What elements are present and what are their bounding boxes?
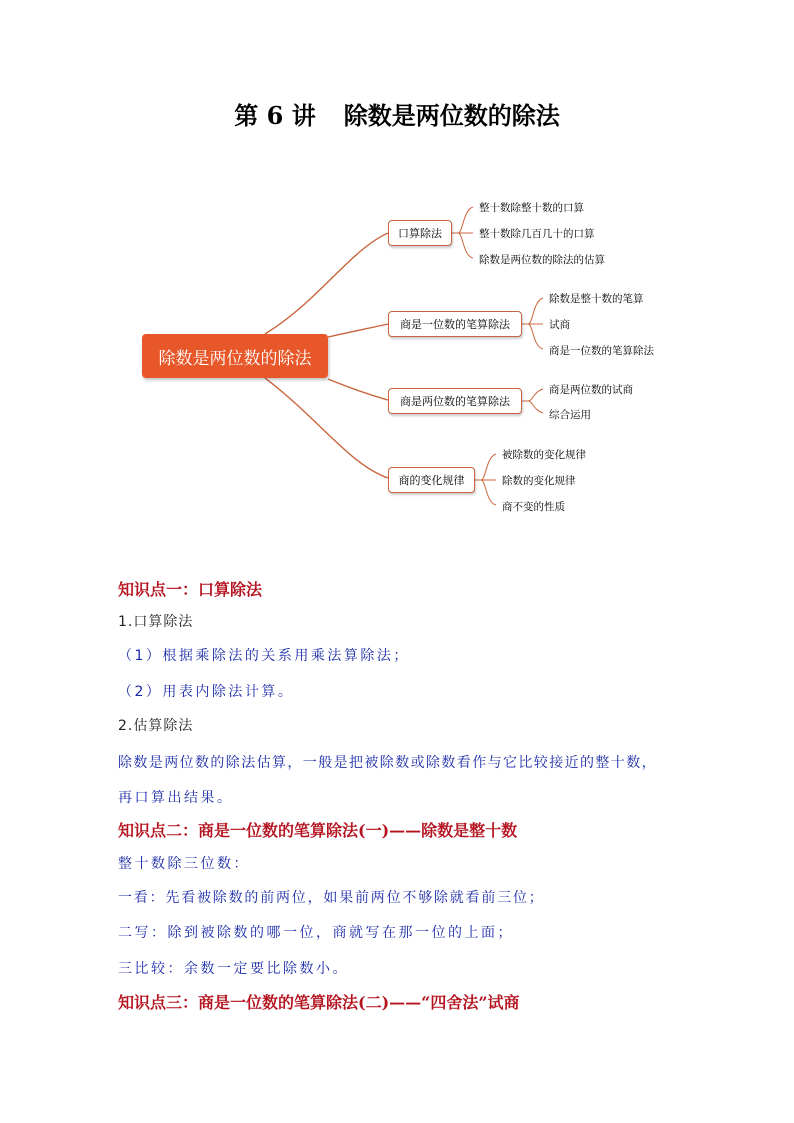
leaf-item: 被除数的变化规律 xyxy=(502,449,586,461)
step-item: 一看：先看被除数的前两位，如果前两位不够除就看前三位； xyxy=(118,890,545,906)
branch-quotient-rules: 商的变化规律 xyxy=(388,467,475,493)
branch-one-digit-quotient: 商是一位数的笔算除法 xyxy=(388,311,522,337)
leaf-item: 综合运用 xyxy=(549,409,591,421)
lecture-topic: 除数是两位数的除法 xyxy=(343,101,560,130)
step-item: 二写：除到被除数的哪一位，商就写在那一位的上面； xyxy=(118,925,514,941)
leaf-item: 试商 xyxy=(549,319,570,331)
step-item: 三比较：余数一定要比除数小。 xyxy=(118,961,349,977)
bracket-branch-1 xyxy=(452,207,473,258)
bracket-branch-4 xyxy=(475,454,496,505)
mindmap-center-node: 除数是两位数的除法 xyxy=(142,334,328,378)
section-heading-1: 知识点一：口算除法 xyxy=(118,580,263,599)
bracket-branch-2 xyxy=(522,298,543,349)
section-heading-3: 知识点三：商是一位数的笔算除法(二)——“四舍法”试商 xyxy=(118,993,520,1012)
bracket-branch-3 xyxy=(522,389,543,413)
leaf-item: 商是一位数的笔算除法 xyxy=(549,345,654,357)
connector-branch-4 xyxy=(265,378,388,478)
leaf-item: 除数的变化规律 xyxy=(502,475,576,487)
subheading-estimation: 2.估算除法 xyxy=(118,718,194,734)
list-item: （2）用表内除法计算。 xyxy=(118,684,295,700)
leaf-item: 除数是整十数的笔算 xyxy=(549,293,644,305)
leaf-item: 商不变的性质 xyxy=(502,501,565,513)
connector-branch-3 xyxy=(328,379,388,400)
connector-branch-2 xyxy=(328,324,388,337)
leaf-item: 整十数除整十数的口算 xyxy=(479,202,584,214)
paragraph-line: 除数是两位数的除法估算，一般是把被除数或除数看作与它比较接近的整十数， xyxy=(118,755,657,771)
branch-two-digit-quotient: 商是两位数的笔算除法 xyxy=(388,388,522,414)
section-heading-2: 知识点二：商是一位数的笔算除法(一)——除数是整十数 xyxy=(118,821,518,840)
connector-branch-1 xyxy=(265,233,388,334)
list-item: （1）根据乘除法的关系用乘法算除法； xyxy=(118,648,410,664)
paragraph-intro: 整十数除三位数： xyxy=(118,856,250,872)
leaf-item: 整十数除几百几十的口算 xyxy=(479,228,595,240)
mindmap-connectors xyxy=(0,0,794,540)
branch-oral-division: 口算除法 xyxy=(388,220,452,246)
paragraph-line: 再口算出结果。 xyxy=(118,790,234,806)
leaf-item: 除数是两位数的除法的估算 xyxy=(479,254,605,266)
lecture-number: 第 6 讲 xyxy=(234,101,316,130)
leaf-item: 商是两位数的试商 xyxy=(549,384,633,396)
subheading-oral-division: 1.口算除法 xyxy=(118,614,194,630)
